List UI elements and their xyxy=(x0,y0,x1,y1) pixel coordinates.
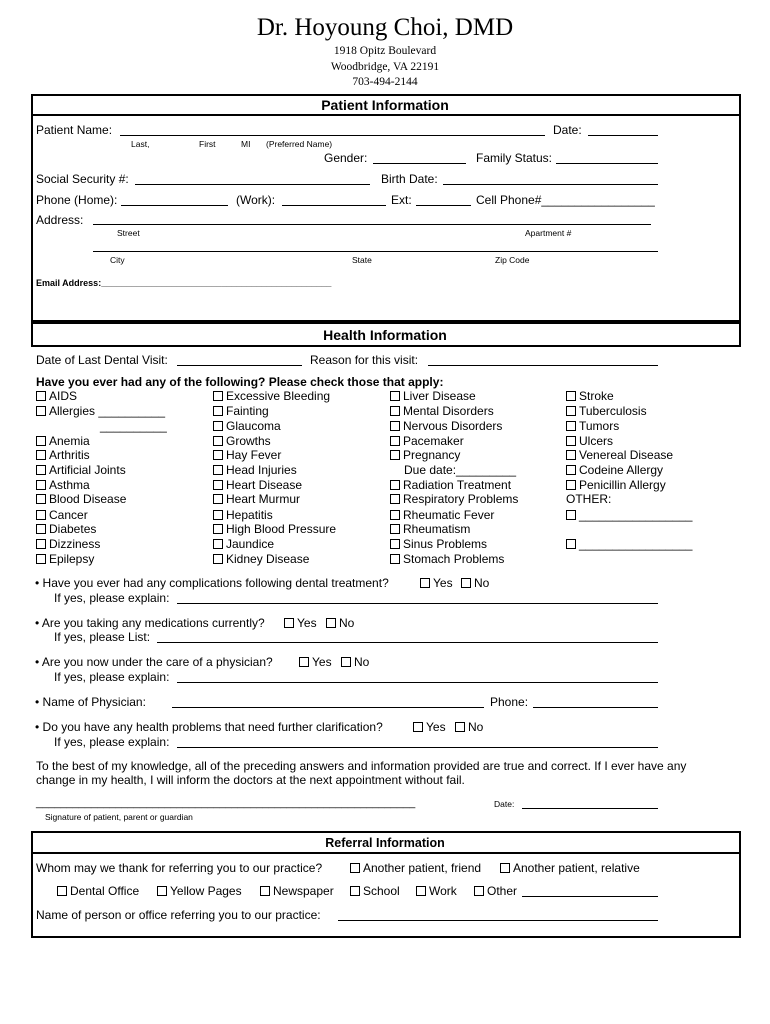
checkbox[interactable] xyxy=(390,450,400,460)
checkbox[interactable] xyxy=(36,494,46,504)
checkbox[interactable] xyxy=(390,480,400,490)
cond-penicillin-allergy[interactable]: Penicillin Allergy xyxy=(566,478,666,492)
checkbox[interactable] xyxy=(36,450,46,460)
gender-label: Gender: xyxy=(324,151,368,165)
cond-diabetes[interactable]: Diabetes xyxy=(36,522,96,536)
other-field-2[interactable]: _________________ xyxy=(566,537,692,551)
cond-kidney-disease[interactable]: Kidney Disease xyxy=(213,552,309,566)
cond-hepatitis[interactable]: Hepatitis xyxy=(213,508,273,522)
due-date-field[interactable]: Due date:_________ xyxy=(404,463,517,477)
checkbox[interactable] xyxy=(413,722,423,732)
checkbox[interactable] xyxy=(390,494,400,504)
work-phone-field[interactable] xyxy=(282,205,386,206)
address-street: 1918 Opitz Boulevard xyxy=(333,45,437,57)
checkbox[interactable] xyxy=(455,722,465,732)
referrer-name-field[interactable] xyxy=(338,920,658,921)
question-clarification: • Do you have any health problems that need further clarification? xyxy=(35,720,383,734)
q1-yes[interactable]: Yes xyxy=(420,576,453,590)
ref-newspaper[interactable]: Newspaper xyxy=(260,884,334,898)
cond-ulcers[interactable]: Ulcers xyxy=(566,434,613,448)
cond-cancer[interactable]: Cancer xyxy=(36,508,88,522)
cond-heart-disease[interactable]: Heart Disease xyxy=(213,478,302,492)
last-visit-field[interactable] xyxy=(177,365,302,366)
checkbox[interactable] xyxy=(213,450,223,460)
checkbox[interactable] xyxy=(213,494,223,504)
checkbox[interactable] xyxy=(500,863,510,873)
ref-other[interactable]: Other xyxy=(474,884,517,898)
cond-heart-murmur[interactable]: Heart Murmur xyxy=(213,492,300,506)
cond-arthritis[interactable]: Arthritis xyxy=(36,448,90,462)
checkbox[interactable] xyxy=(390,510,400,520)
checkbox[interactable] xyxy=(57,886,67,896)
birth-date-field[interactable] xyxy=(443,184,658,185)
date-field[interactable] xyxy=(588,135,658,136)
checkbox[interactable] xyxy=(566,465,576,475)
address-city: Woodbridge, VA 22191 xyxy=(330,61,440,73)
referral-question: Whom may we thank for referring you to our practice? xyxy=(36,861,323,875)
family-status-field[interactable] xyxy=(556,163,658,164)
checkbox[interactable] xyxy=(566,510,576,520)
ref-other-field[interactable] xyxy=(522,896,658,897)
ext-field[interactable] xyxy=(416,205,471,206)
street-sub: Street xyxy=(117,228,140,238)
q3-yes[interactable]: Yes xyxy=(299,655,332,669)
question-physician-care: • Are you now under the care of a physician? xyxy=(35,655,273,669)
checkbox[interactable] xyxy=(260,886,270,896)
sub-last: Last, xyxy=(131,139,150,149)
q5-no[interactable]: No xyxy=(455,720,483,734)
ref-another-patient-friend[interactable]: Another patient, friend xyxy=(350,861,481,875)
checkbox[interactable] xyxy=(213,465,223,475)
q2-list-field[interactable] xyxy=(157,642,658,643)
cond-pregnancy[interactable]: Pregnancy xyxy=(390,448,460,462)
cond-jaundice[interactable]: Jaundice xyxy=(213,537,274,551)
checkbox[interactable] xyxy=(284,618,294,628)
cond-head-injuries[interactable]: Head Injuries xyxy=(213,463,297,477)
signature-caption: Signature of patient, parent or guardian xyxy=(45,812,193,822)
statement-line-1: To the best of my knowledge, all of the preceding answers and information provided are true and correct. If I ever have any xyxy=(36,759,687,773)
cond-tuberculosis[interactable]: Tuberculosis xyxy=(566,404,647,418)
ref-yellow-pages[interactable]: Yellow Pages xyxy=(157,884,242,898)
reason-field[interactable] xyxy=(428,365,658,366)
cond-rheumatic-fever[interactable]: Rheumatic Fever xyxy=(390,508,494,522)
cond-excessive-bleeding[interactable]: Excessive Bleeding xyxy=(213,389,330,403)
cond-mental-disorders[interactable]: Mental Disorders xyxy=(390,404,494,418)
section-divider xyxy=(31,852,740,854)
checkbox[interactable] xyxy=(213,406,223,416)
allergies-continued[interactable]: __________ xyxy=(100,419,167,433)
cond-high-blood-pressure[interactable]: High Blood Pressure xyxy=(213,522,336,536)
checkbox[interactable] xyxy=(36,406,46,416)
checkbox[interactable] xyxy=(213,421,223,431)
checkbox[interactable] xyxy=(416,886,426,896)
physician-name-field[interactable] xyxy=(172,707,484,708)
q3-explain-field[interactable] xyxy=(177,682,658,683)
cond-allergies[interactable]: Allergies __________ xyxy=(36,404,165,418)
cond-asthma[interactable]: Asthma xyxy=(36,478,90,492)
cond-glaucoma[interactable]: Glaucoma xyxy=(213,419,281,433)
checkbox[interactable] xyxy=(566,436,576,446)
referrer-name-label: Name of person or office referring you to our practice: xyxy=(36,908,321,922)
checkbox[interactable] xyxy=(566,450,576,460)
conditions-question: Have you ever had any of the following? Please check those that apply: xyxy=(36,375,444,389)
email-field[interactable]: Email Address:______________________________________________ xyxy=(36,278,332,288)
cond-stroke[interactable]: Stroke xyxy=(566,389,614,403)
cond-fainting[interactable]: Fainting xyxy=(213,404,269,418)
checkbox[interactable] xyxy=(36,524,46,534)
cond-radiation-treatment[interactable]: Radiation Treatment xyxy=(390,478,511,492)
q1-explain-label: If yes, please explain: xyxy=(54,591,170,605)
checkbox[interactable] xyxy=(299,657,309,667)
work-phone-label: (Work): xyxy=(236,193,276,207)
ref-dental-office[interactable]: Dental Office xyxy=(57,884,139,898)
checkbox[interactable] xyxy=(390,539,400,549)
checkbox[interactable] xyxy=(566,421,576,431)
cond-codeine-allergy[interactable]: Codeine Allergy xyxy=(566,463,663,477)
cond-stomach-problems[interactable]: Stomach Problems xyxy=(390,552,504,566)
patient-name-field[interactable] xyxy=(120,135,545,136)
family-status-label: Family Status: xyxy=(476,151,553,165)
checkbox[interactable] xyxy=(213,480,223,490)
other-label: OTHER: xyxy=(566,492,612,506)
question-medications: • Are you taking any medications currently? xyxy=(35,616,265,630)
cond-nervous-disorders[interactable]: Nervous Disorders xyxy=(390,419,502,433)
checkbox[interactable] xyxy=(36,480,46,490)
statement-line-2: change in my health, I will inform the doctors at the next appointment without fail. xyxy=(36,773,465,787)
checkbox[interactable] xyxy=(213,539,223,549)
home-phone-label: Phone (Home): xyxy=(36,193,118,207)
checkbox[interactable] xyxy=(36,391,46,401)
cond-blood-disease[interactable]: Blood Disease xyxy=(36,492,126,506)
cond-artificial-joints[interactable]: Artificial Joints xyxy=(36,463,126,477)
q3-explain-label: If yes, please explain: xyxy=(54,670,170,684)
home-phone-field[interactable] xyxy=(121,205,228,206)
ref-work[interactable]: Work xyxy=(416,884,457,898)
checkbox[interactable] xyxy=(420,578,430,588)
other-field-1[interactable]: _________________ xyxy=(566,508,692,522)
cond-growths[interactable]: Growths xyxy=(213,434,271,448)
sub-mi: MI xyxy=(241,139,251,149)
checkbox[interactable] xyxy=(566,391,576,401)
checkbox[interactable] xyxy=(461,578,471,588)
ref-school[interactable]: School xyxy=(350,884,400,898)
checkbox[interactable] xyxy=(213,391,223,401)
gender-field[interactable] xyxy=(373,163,466,164)
reason-label: Reason for this visit: xyxy=(310,353,419,367)
q2-no[interactable]: No xyxy=(326,616,354,630)
cond-dizziness[interactable]: Dizziness xyxy=(36,537,100,551)
checkbox[interactable] xyxy=(390,436,400,446)
cond-respiratory-problems[interactable]: Respiratory Problems xyxy=(390,492,518,506)
ssn-label: Social Security #: xyxy=(36,172,129,186)
zip-sub: Zip Code xyxy=(495,255,530,265)
cond-epilepsy[interactable]: Epilepsy xyxy=(36,552,94,566)
cond-pacemaker[interactable]: Pacemaker xyxy=(390,434,464,448)
ssn-field[interactable] xyxy=(135,184,370,185)
ref-another-patient-relative[interactable]: Another patient, relative xyxy=(500,861,640,875)
q5-yes[interactable]: Yes xyxy=(413,720,446,734)
checkbox[interactable] xyxy=(566,480,576,490)
checkbox[interactable] xyxy=(390,554,400,564)
checkbox[interactable] xyxy=(213,554,223,564)
cond-tumors[interactable]: Tumors xyxy=(566,419,619,433)
cell-phone-label[interactable]: Cell Phone#_________________ xyxy=(476,193,655,207)
checkbox[interactable] xyxy=(474,886,484,896)
checkbox[interactable] xyxy=(36,539,46,549)
signature-date-label: Date: xyxy=(494,799,515,809)
physician-phone-field[interactable] xyxy=(533,707,658,708)
q2-yes[interactable]: Yes xyxy=(284,616,317,630)
street-field[interactable] xyxy=(93,224,651,225)
cond-anemia[interactable]: Anemia xyxy=(36,434,90,448)
checkbox[interactable] xyxy=(213,524,223,534)
cond-rheumatism[interactable]: Rheumatism xyxy=(390,522,470,536)
sub-preferred: (Preferred Name) xyxy=(266,139,333,149)
patient-name-label: Patient Name: xyxy=(36,123,113,137)
checkbox[interactable] xyxy=(341,657,351,667)
city-state-zip-field[interactable] xyxy=(93,251,658,252)
checkbox[interactable] xyxy=(390,391,400,401)
birth-date-label: Birth Date: xyxy=(381,172,438,186)
checkbox[interactable] xyxy=(350,886,360,896)
cond-venereal-disease[interactable]: Venereal Disease xyxy=(566,448,673,462)
physician-phone-label: Phone: xyxy=(490,695,529,709)
checkbox[interactable] xyxy=(350,863,360,873)
city-sub: City xyxy=(110,255,125,265)
checkbox[interactable] xyxy=(213,510,223,520)
doctor-name: Dr. Hoyoung Choi, DMD xyxy=(256,14,514,41)
checkbox[interactable] xyxy=(390,524,400,534)
q3-no[interactable]: No xyxy=(341,655,369,669)
q2-list-label: If yes, please List: xyxy=(54,630,151,644)
checkbox[interactable] xyxy=(566,539,576,549)
last-visit-label: Date of Last Dental Visit: xyxy=(36,353,168,367)
checkbox[interactable] xyxy=(213,436,223,446)
signature-date-field[interactable] xyxy=(522,808,658,809)
checkbox[interactable] xyxy=(36,436,46,446)
q1-no[interactable]: No xyxy=(461,576,489,590)
q5-explain-field[interactable] xyxy=(177,747,658,748)
apartment-sub: Apartment # xyxy=(525,228,572,238)
cond-hay-fever[interactable]: Hay Fever xyxy=(213,448,281,462)
physician-name-label: • Name of Physician: xyxy=(35,695,146,709)
patient-info-title: Patient Information xyxy=(321,97,449,113)
checkbox[interactable] xyxy=(566,406,576,416)
checkbox[interactable] xyxy=(36,554,46,564)
checkbox[interactable] xyxy=(157,886,167,896)
office-phone: 703-494-2144 xyxy=(352,76,418,88)
cond-liver-disease[interactable]: Liver Disease xyxy=(390,389,476,403)
checkbox[interactable] xyxy=(36,510,46,520)
date-label: Date: xyxy=(553,123,582,137)
checkbox[interactable] xyxy=(390,421,400,431)
cond-aids[interactable]: AIDS xyxy=(36,389,77,403)
address-label: Address: xyxy=(36,213,84,227)
q1-explain-field[interactable] xyxy=(177,603,658,604)
question-complications: • Have you ever had any complications following dental treatment? xyxy=(35,576,389,590)
state-sub: State xyxy=(352,255,372,265)
referral-title: Referral Information xyxy=(325,836,445,850)
signature-field[interactable]: ______________________________________________________________ xyxy=(36,797,416,809)
q5-explain-label: If yes, please explain: xyxy=(54,735,170,749)
cond-sinus-problems[interactable]: Sinus Problems xyxy=(390,537,487,551)
ext-label: Ext: xyxy=(391,193,412,207)
checkbox[interactable] xyxy=(36,465,46,475)
section-divider xyxy=(31,114,740,116)
checkbox[interactable] xyxy=(326,618,336,628)
health-info-title: Health Information xyxy=(323,327,447,343)
sub-first: First xyxy=(199,139,216,149)
checkbox[interactable] xyxy=(390,406,400,416)
